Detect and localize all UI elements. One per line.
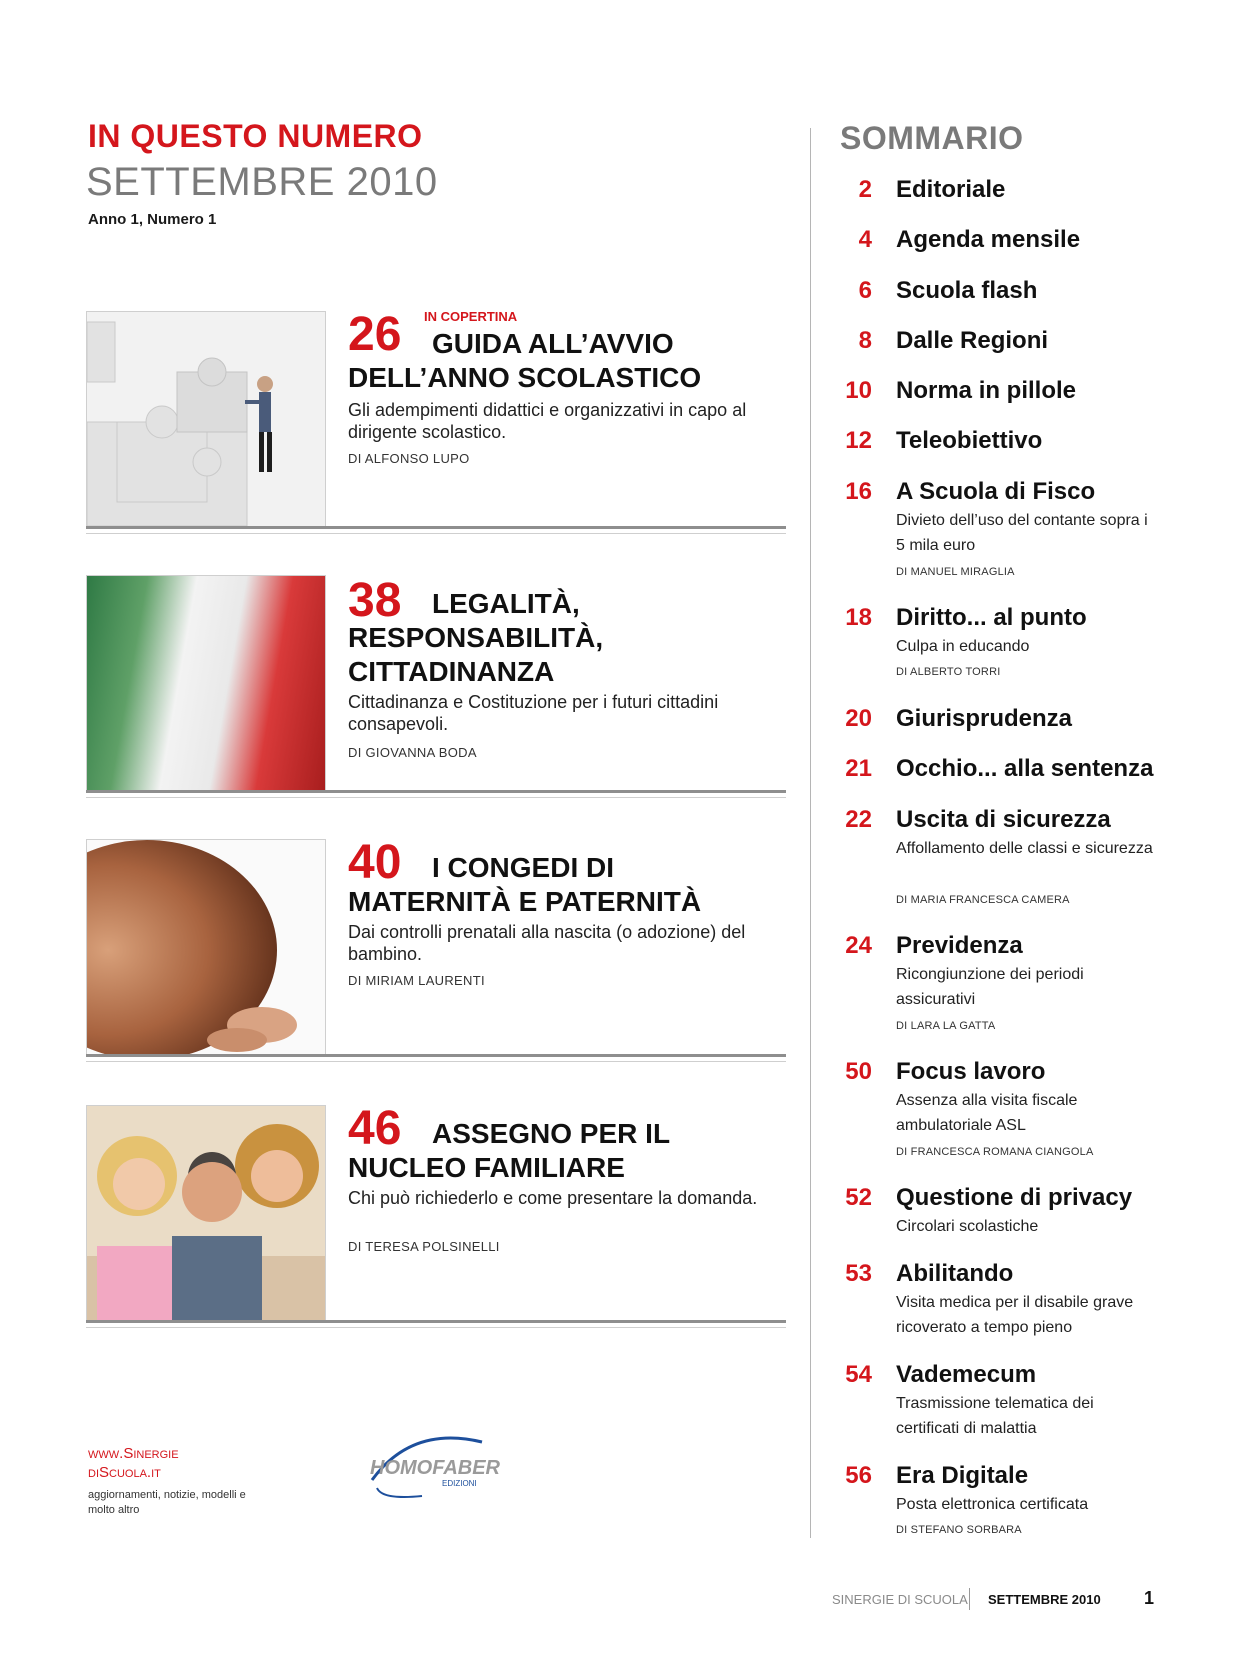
feature-author: DI ALFONSO LUPO [348,451,470,466]
toc-page-number: 21 [845,755,872,782]
feature-title: LEGALITÀ, RESPONSABILITÀ, CITTADINANZA [348,588,604,687]
toc-page-number: 22 [845,806,872,833]
toc-description: Ricongiunzione dei periodi assicurativi [896,966,1084,1008]
cover-story-tag: IN COPERTINA [424,309,518,324]
toc-title: Giurisprudenza [896,705,1073,732]
toc-description: Trasmissione telematica dei certificati di malattia [896,1395,1094,1437]
feature-author: DI MIRIAM LAURENTI [348,973,485,988]
toc-author: DI STEFANO SORBARA [896,1524,1022,1536]
puzzle-illustration [86,311,326,527]
feature-article-2[interactable] [86,575,786,793]
feature-article-3[interactable] [86,836,786,1057]
toc-page-number: 52 [845,1184,872,1211]
feature-page-number: 26 [348,308,402,361]
folio-separator [969,1588,970,1610]
feature-description: Gli adempimenti didattici e organizzativi in capo al dirigente scolastico. [348,400,747,442]
feature-divider [86,790,786,798]
feature-description: Dai controlli prenatali alla nascita (o adozione) del bambino. [348,922,746,964]
volume-number: Anno 1, Numero 1 [88,211,217,228]
toc-title: Abilitando [896,1260,1014,1287]
feature-page-number: 40 [348,836,402,889]
toc-description: Posta elettronica certificata [896,1496,1089,1513]
toc-description: Assenza alla visita fiscale ambulatoriale ASL [896,1092,1078,1134]
toc-page-number: 18 [845,604,872,631]
toc-page-number: 56 [845,1462,872,1489]
toc-title: Previdenza [896,932,1023,959]
toc-page-number: 53 [845,1260,872,1287]
website-link[interactable] [88,1444,179,1482]
toc-page-number: 4 [858,226,872,253]
feature-title: I CONGEDI DI MATERNITÀ E PATERNITÀ [348,852,702,917]
publisher-logo-text: HOMOFABER [370,1457,500,1479]
toc-title: Agenda mensile [896,226,1081,253]
toc-page-number: 8 [858,327,872,354]
toc-description: Affollamento delle classi e sicurezza [896,840,1153,857]
publisher-logo [362,1430,502,1500]
folio-magazine-name: SINERGIE DI SCUOLA [832,1592,968,1607]
publisher-logo-subtext: EDIZIONI [442,1479,477,1488]
family-photo [86,1105,326,1321]
toc-description: Divieto dell’uso del contante sopra i 5 mila euro [896,512,1148,554]
toc-author: DI LARA LA GATTA [896,1020,996,1032]
toc-author: DI FRANCESCA ROMANA CIANGOLA [896,1146,1094,1158]
feature-author: DI GIOVANNA BODA [348,745,477,760]
toc-author: DI ALBERTO TORRI [896,666,1001,678]
feature-description: Chi può richiederlo e come presentare la domanda. [348,1188,758,1208]
toc-title: Dalle Regioni [896,327,1049,354]
website-link-line1: www.Sinergie [88,1445,179,1462]
toc-page-number: 12 [845,427,872,454]
toc-title: Teleobiettivo [896,427,1043,454]
page-number: 1 [1144,1588,1155,1608]
toc-title: Norma in pillole [896,377,1077,404]
toc-page-number: 24 [845,932,872,959]
feature-divider [86,1054,786,1062]
feature-article-4[interactable] [86,1102,786,1323]
feature-title: ASSEGNO PER IL NUCLEO FAMILIARE [348,1118,671,1183]
toc-title: Scuola flash [896,277,1038,304]
issue-date: SETTEMBRE 2010 [86,160,438,204]
pregnancy-image [86,839,326,1055]
italian-flag-image [86,575,326,791]
column-divider [810,128,811,1538]
toc-page-number: 20 [845,705,872,732]
toc-title: Diritto... al punto [896,604,1087,631]
website-blurb: aggiornamenti, notizie, modelli e molto altro [88,1489,246,1516]
feature-page-number: 38 [348,574,402,627]
toc-description: Circolari scolastiche [896,1218,1039,1235]
toc-title: Vademecum [896,1361,1037,1388]
feature-page-number: 46 [348,1102,402,1155]
toc-description: Visita medica per il disabile grave ricoverato a tempo pieno [896,1294,1134,1336]
feature-divider [86,1320,786,1328]
feature-title: GUIDA ALL’AVVIO DELL’ANNO SCOLASTICO [348,328,702,393]
toc-author: DI MARIA FRANCESCA CAMERA [896,894,1070,906]
feature-article-1[interactable] [86,308,786,529]
toc-page-number: 6 [858,277,872,304]
toc-title: Occhio... alla sentenza [896,755,1154,782]
toc-page-number: 16 [845,478,872,505]
folio-date: SETTEMBRE 2010 [988,1592,1101,1607]
toc-page-number: 10 [845,377,872,404]
toc-title: Era Digitale [896,1462,1029,1489]
toc-page-number: 2 [858,176,872,203]
section-kicker: IN QUESTO NUMERO [88,118,423,154]
website-link-line2: diScuola.it [88,1464,161,1481]
toc-title: Focus lavoro [896,1058,1046,1085]
toc-title: Uscita di sicurezza [896,806,1111,833]
sommario-heading: SOMMARIO [840,120,1024,156]
feature-author: DI TERESA POLSINELLI [348,1239,500,1254]
toc-description: Culpa in educando [896,638,1030,655]
toc-title: A Scuola di Fisco [896,478,1096,505]
toc-page-number: 54 [845,1361,872,1388]
toc-author: DI MANUEL MIRAGLIA [896,566,1015,578]
feature-description: Cittadinanza e Costituzione per i futuri cittadini consapevoli. [348,692,719,734]
feature-divider [86,526,786,534]
toc-title: Editoriale [896,176,1006,203]
toc-title: Questione di privacy [896,1184,1133,1211]
toc-page-number: 50 [845,1058,872,1085]
